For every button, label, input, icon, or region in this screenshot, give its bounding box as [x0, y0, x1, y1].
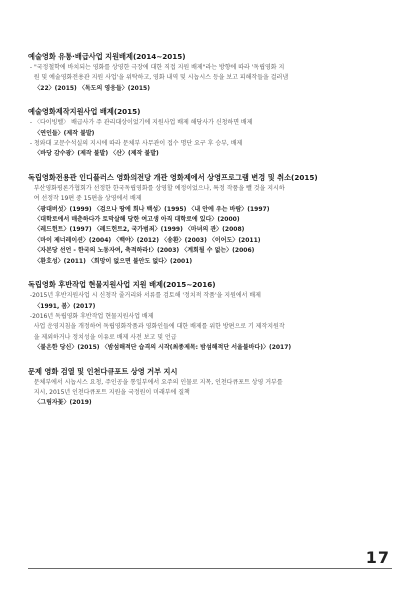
section [28, 107, 400, 160]
body-line: 지시, 2015년 인천다큐포트 지원을 국정원이 미래부에 질책 [28, 388, 190, 396]
film-title-line: 〈자본당 선언 - 한국의 노동자여, 축적하라!〉(2003) 〈계회될 수 없는〉(2006) [28, 247, 255, 255]
film-title-line: 〈광대버섯〉(1999) 〈검으나 땅에 희나 백성〉(1995) 〈내 안에 우는 바람〉(1997) [28, 205, 270, 213]
section-heading: 예술영화 유통·배급사업 지원배제(2014~2015) [28, 52, 186, 61]
footer-rule [28, 568, 392, 569]
body-line: -2016년 독립영화 후반작업 현물지원사업 배제 [28, 312, 154, 320]
section [28, 280, 400, 353]
page-number: 17 [365, 548, 390, 567]
film-title-line: 〈불온한 당신〉(2015) 〈밤섬해적단 습격의 시작(최종제목: 밤섬해적단 서울불바다)〉(2017) [28, 344, 292, 352]
body-line: 을 제외하거나 정치성을 이유로 배제 사전 보고 및 언급 [28, 333, 177, 341]
section [28, 367, 400, 409]
body-line: - 청와대 교문수석실의 지시에 따라 문체부 사무관이 접수 명단 요구 후 승부, 배제 [28, 140, 243, 148]
film-title-line: 〈22〉(2015) 〈독도의 영웅들〉(2015) [28, 84, 150, 92]
section-heading: 독립영화 후반작업 현물지원사업 지원 배제(2015~2016) [28, 280, 216, 290]
film-title-line: 〈대학로에서 매춘하다가 토막살해 당한 여고생 아직 대학로에 있다〉(2000) [28, 216, 240, 224]
section [28, 173, 400, 267]
document-page [28, 52, 400, 422]
body-line: 문체부에서 시놉시스 요청, 주인공을 통일부에서 요주의 인물로 지목, 인천다큐포트 상영 거부를 [28, 378, 283, 386]
body-line: 사업 운영지침을 개정하여 독립영화작품과 영화인들에 대한 배제를 위한 방편으로 기 제작지원작 [28, 323, 285, 331]
film-title-line: 〈마이 제너레이션〉(2004) 〈백야〉(2012) 〈송환〉(2003) 〈이어도〉(2011) [28, 236, 261, 244]
film-title-line: 〈연인들〉(제작 불발) [28, 129, 95, 137]
body-line: - "국정철학에 바치되는 영화를 상영한 극장에 대한 직접 지원 배제"라는 방향에 따라 '독립영화 지 [28, 64, 285, 71]
section-heading: 문제 영화 검열 및 인천다큐포트 상영 거부 지시 [28, 366, 178, 376]
film-title-line: 〈레드헌트〉(1997) 〈레드헌트2, 국가범죄〉(1999) 〈마녀의 관〉(2008) [28, 226, 245, 234]
body-line: 부산영화평론가협회가 선정한 한국독립영화를 상영할 예정이었으나, 특정 작품을 뺄 것을 지시하 [28, 184, 285, 192]
body-line: -2015년 후반지원사업 시 신청작 줄거리와 서류를 검토해 '정치적 작품'을 지원에서 배제 [28, 292, 261, 300]
section-heading: 독립영화전용관 인디플러스 영화의전당 개관 영화제에서 상영프로그램 변경 및 취소(2015) [28, 172, 318, 182]
film-title-line: 〈1991, 봄〉(2017) [28, 302, 96, 310]
film-title-line: 〈바당 감수광〉(제작 불발) 〈산〉(제작 불발) [28, 150, 159, 158]
film-title-line: 〈환호성〉(2011) 〈희망이 없으면 불안도 없다〉(2001) [28, 257, 193, 265]
section [28, 52, 400, 94]
body-line: - 〈다이빙벨〉 배급사가 주 관리대상이었기에 지원사업 배제 해당사가 신청하면 배제 [28, 119, 253, 127]
body-line: 원 및 예술영화전용관 지원 사업'을 위탁하고, 영화 내역 및 시놉시스 등을 보고 피해작들을 걸러냄 [28, 74, 289, 82]
body-line: 여 선정작 19편 중 15편을 상영에서 배제 [28, 195, 142, 203]
film-title-line: 〈그림자꽃〉(2019) [28, 399, 92, 407]
section-heading: 예술영화제작지원사업 배제(2015) [28, 107, 141, 117]
